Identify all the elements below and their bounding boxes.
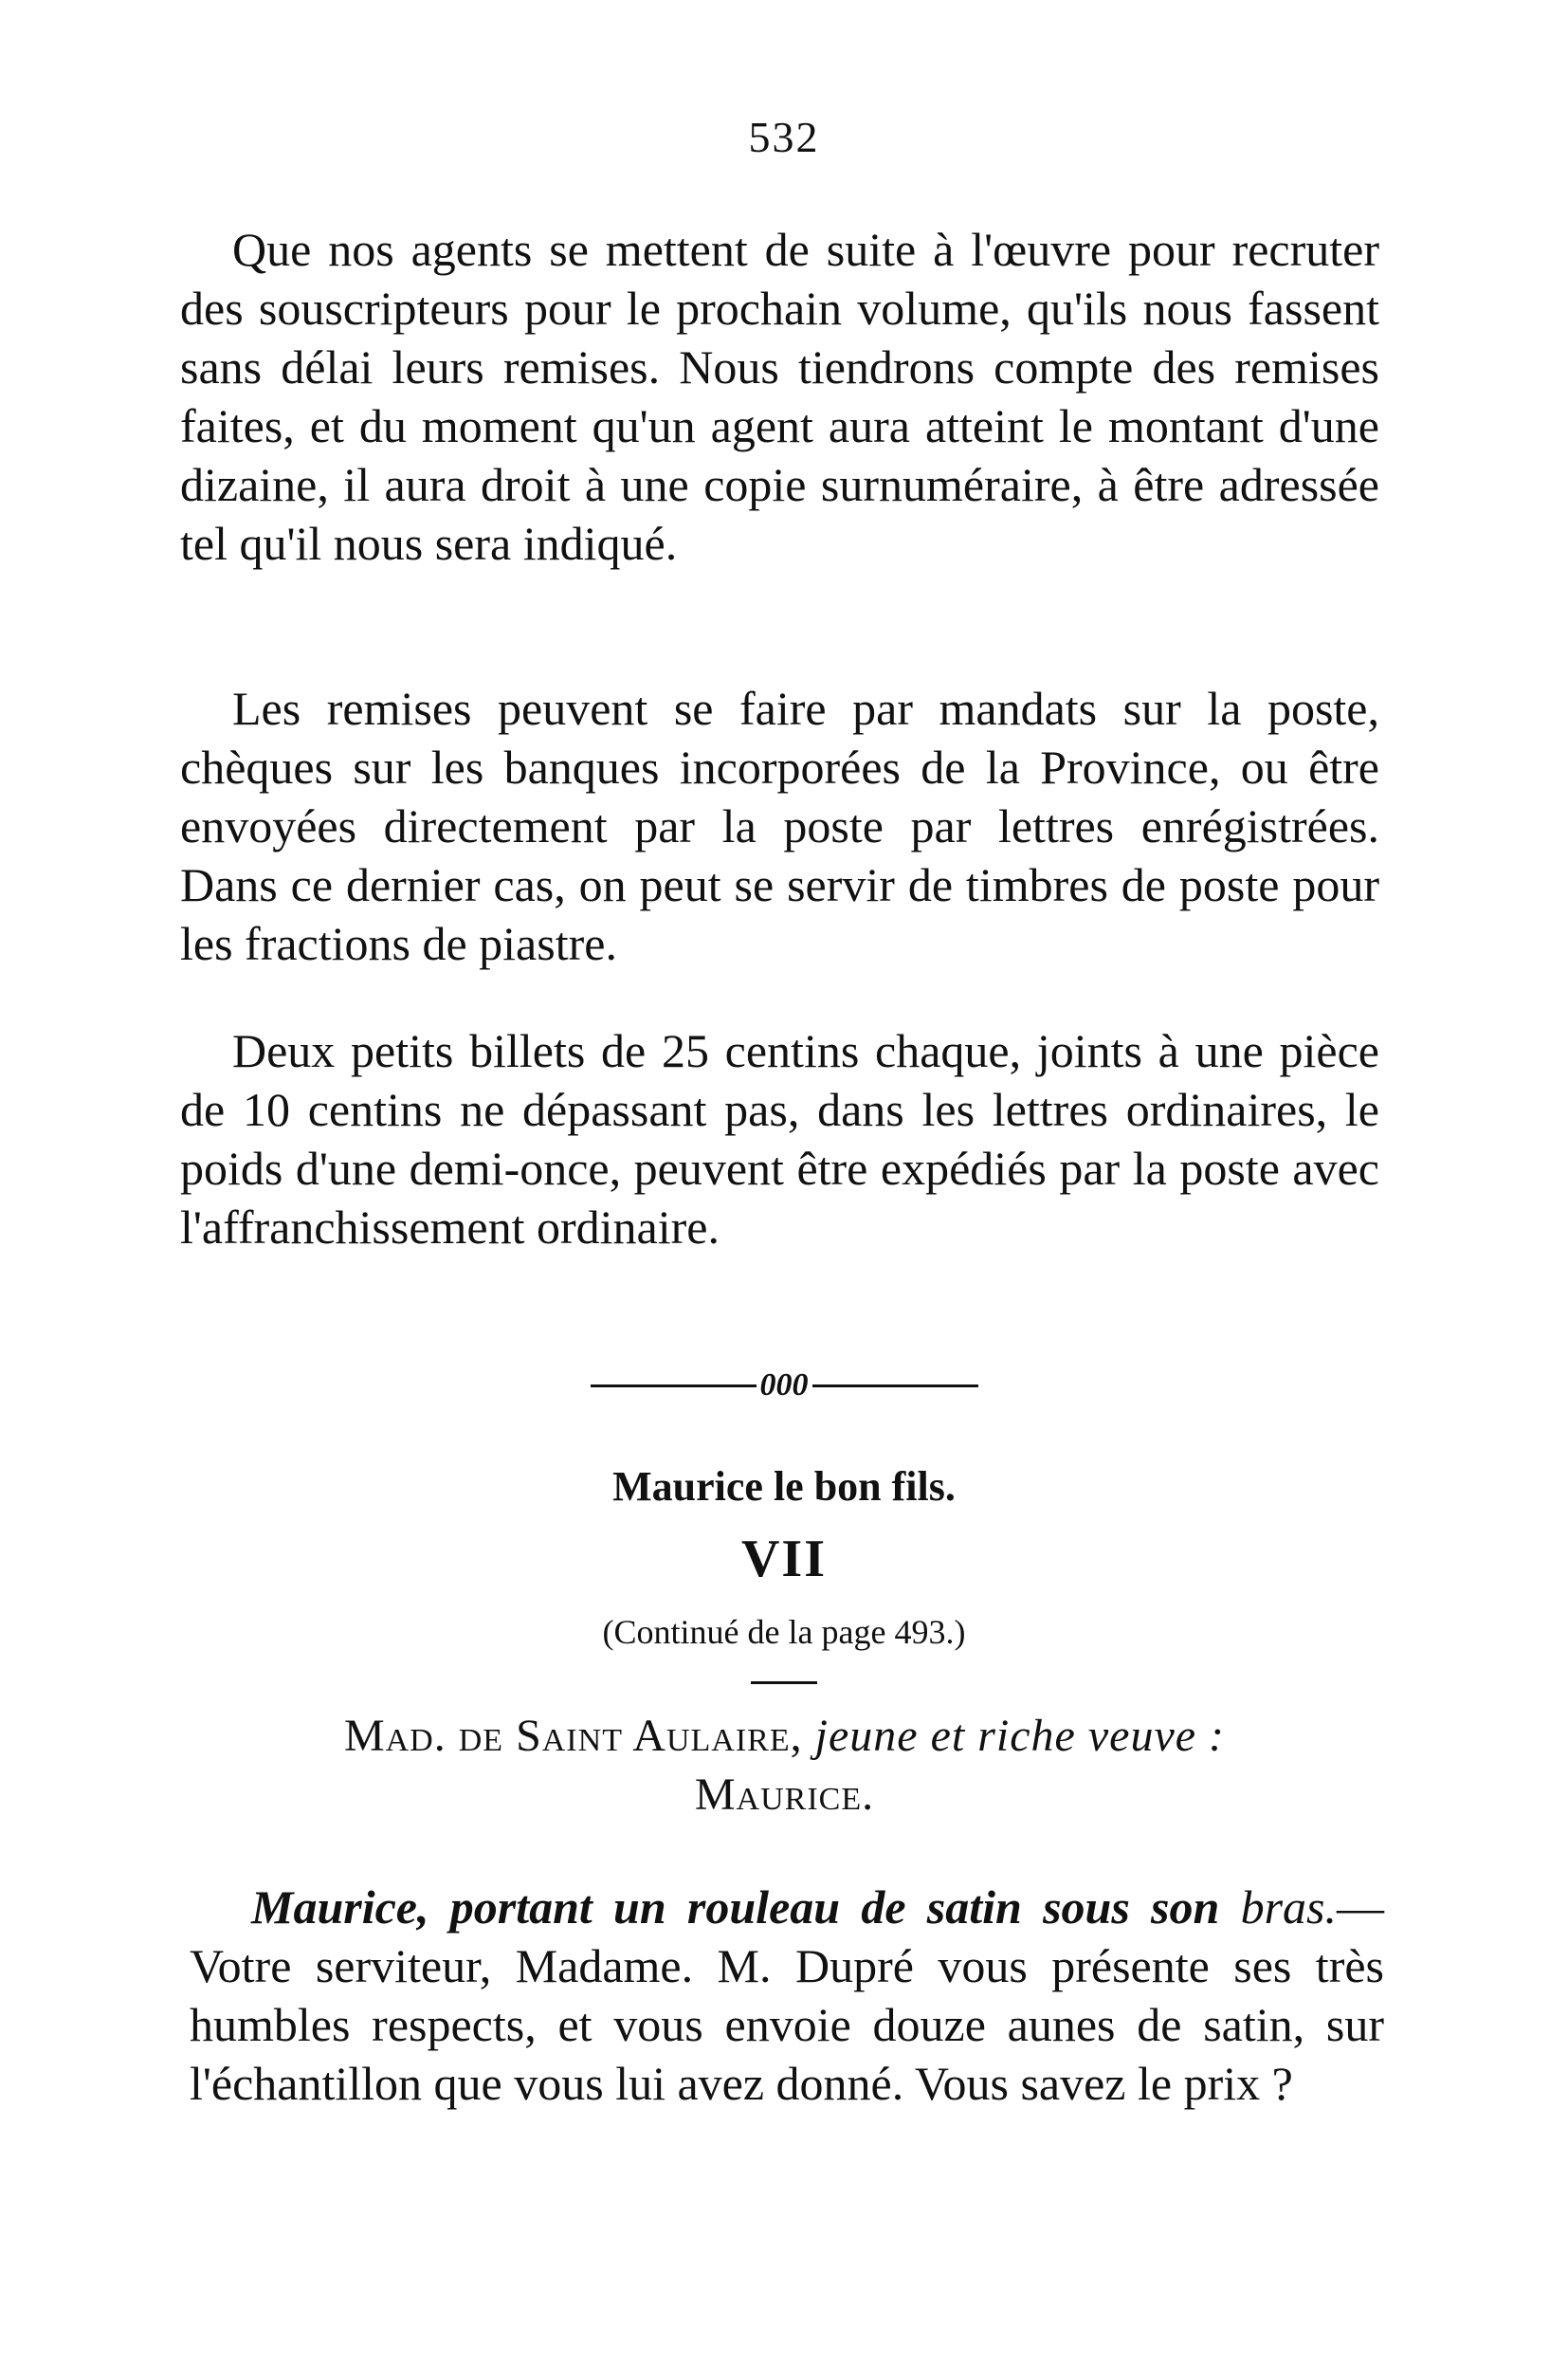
chapter-number: VII — [740, 1530, 828, 1588]
dialogue-paragraph — [190, 1878, 1384, 2113]
character-line-1 — [190, 1707, 1379, 1766]
paragraph: Que nos agents se mettent de suite à l'œuvre pour recruter des souscripteurs pour le prochain volume, qu'ils nous fassent sans délai leurs remises. Nous tiendrons compte des remises faites, et du moment qu'un agent aura atteint le montant d'une dizaine, il aura droit à une copie surnuméraire, à être adressée tel qu'il nous sera indiqué. — [180, 223, 1379, 570]
continued-note: (Continué de la page 493.) — [602, 1613, 966, 1651]
character-line-2: Maurice. — [694, 1769, 875, 1820]
paragraph-1-block — [180, 220, 1379, 573]
paragraph: Les remises peuvent se faire par mandats sur la poste, chèques sur les banques incorporées de la Province, ou être envoyées directement par la poste par lettres enrégistrées. Dans ce dernier cas, on peut se servir de timbres de poste pour les fractions de piastre. — [180, 682, 1379, 970]
paragraph-3-block — [180, 1021, 1379, 1256]
section-title: Maurice le bon fils. — [612, 1463, 956, 1510]
paragraph: Deux petits billets de 25 centins chaque, joints à une pièce de 10 centins ne dépassant pas, dans les lettres ordinaires, le poids d'une demi-once, peuvent être expédiés par la poste avec l'affranchissement ordinaire. — [180, 1024, 1379, 1254]
divider-ornament: 000 — [759, 1367, 809, 1403]
character-name: Mad. de Saint Aulaire, — [343, 1711, 803, 1761]
dialogue-block — [190, 1878, 1384, 2113]
page-number: 532 — [748, 113, 820, 161]
character-list — [190, 1707, 1379, 1824]
stage-direction-end: bras. — [1240, 1880, 1338, 1934]
speech-text: —Votre serviteur, Madame. M. Dupré vous présente ses très humbles respects, et vous envoie douze aunes de satin, sur l'échantillon que vous lui avez donné. Vous savez le prix ? — [190, 1880, 1385, 2110]
section-divider — [0, 1366, 1568, 1403]
divider-rule-left — [591, 1384, 757, 1387]
short-divider-rule — [751, 1681, 817, 1684]
stage-direction: Maurice, portant un rouleau de satin sous son — [251, 1880, 1220, 1934]
divider-rule-right — [812, 1384, 978, 1387]
character-description: jeune et riche veuve : — [814, 1711, 1226, 1761]
paragraph-2-block — [180, 679, 1379, 973]
